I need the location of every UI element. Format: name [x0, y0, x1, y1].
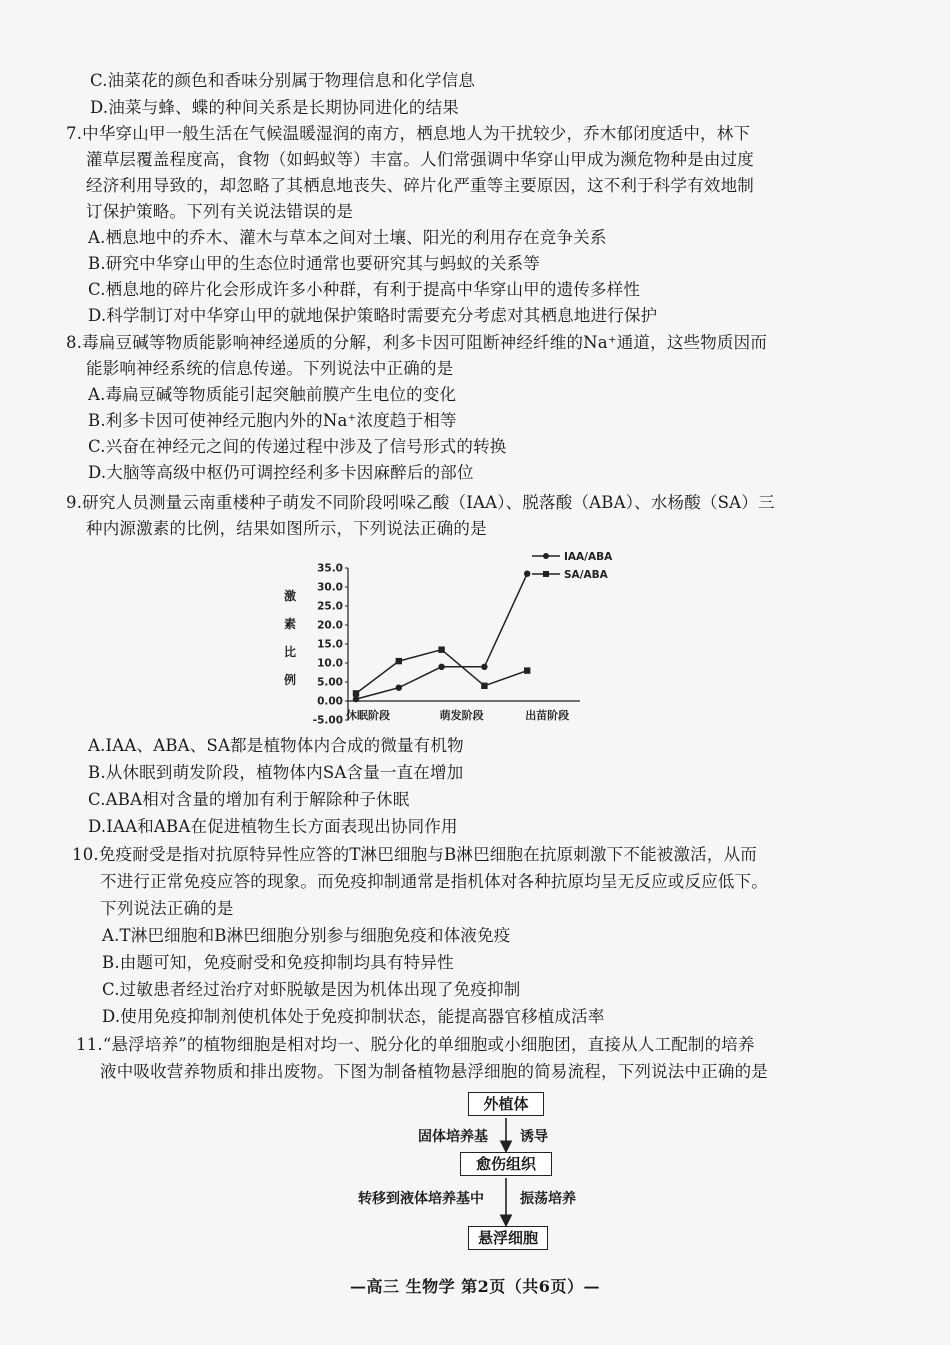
data-point-iaa-aba [438, 664, 444, 670]
y-tick-label: 35.0 [317, 562, 343, 575]
q7-stem-line-3: 经济利用导致的，却忽略了其栖息地丧失、碎片化严重等主要原因，这不利于科学有效地制 [86, 176, 754, 195]
q10-stem-line-1: 10.免疫耐受是指对抗原特异性应答的T淋巴细胞与B淋巴细胞在抗原刺激下不能被激活，从而 [72, 845, 757, 864]
q10-stem-line-2: 不进行正常免疫应答的现象。而免疫抑制通常是指机体对各种抗原均呈无反应或反应低下。 [100, 872, 768, 891]
hormone-ratio-chart [270, 548, 613, 738]
data-point-sa-aba [524, 667, 530, 673]
q7-option-c: C.栖息地的碎片化会形成许多小种群，有利于提高中华穿山甲的遗传多样性 [88, 280, 641, 299]
data-point-iaa-aba [353, 696, 359, 702]
legend-marker [543, 553, 549, 559]
flow-label-induce: 诱导 [520, 1129, 548, 1145]
q10-option-a: A.T淋巴细胞和B淋巴细胞分别参与细胞免疫和体液免疫 [102, 926, 511, 945]
y-axis-label-char: 激 [283, 589, 297, 603]
page-footer: —高三 生物学 第2页（共6页）— [350, 1277, 600, 1296]
data-point-iaa-aba [524, 571, 530, 577]
y-axis-label-char: 比 [283, 645, 297, 659]
legend-marker [543, 571, 549, 577]
q9-option-c: C.ABA相对含量的增加有利于解除种子休眠 [88, 790, 410, 809]
y-tick-label: 25.0 [317, 600, 343, 613]
y-tick-label: 30.0 [317, 581, 343, 594]
q7-option-b: B.研究中华穿山甲的生态位时通常也要研究其与蚂蚁的关系等 [88, 254, 540, 273]
q9-option-a: A.IAA、ABA、SA都是植物体内合成的微量有机物 [88, 736, 464, 755]
y-axis-label-char: 例 [283, 673, 297, 687]
hormone-ratio-chart-svg [270, 548, 613, 738]
y-tick-label: 10.0 [317, 657, 343, 670]
flow-box-suspension-cells: 悬浮细胞 [468, 1226, 548, 1250]
q9-stem-line-2: 种内源激素的比例，结果如图所示，下列说法正确的是 [86, 519, 487, 538]
q10-option-c: C.过敏患者经过治疗对虾脱敏是因为机体出现了免疫抑制 [102, 980, 521, 999]
flow-box-explant: 外植体 [468, 1092, 544, 1116]
q8-option-b: B.利多卡因可使神经元胞内外的Na⁺浓度趋于相等 [88, 411, 457, 430]
x-category-label: 休眠阶段 [346, 709, 390, 722]
x-category-label: 出苗阶段 [525, 709, 570, 722]
series-line-sa-aba [356, 650, 527, 694]
q7-stem-line-2: 灌草层覆盖程度高，食物（如蚂蚁等）丰富。人们常强调中华穿山甲成为濒危物种是由过度 [86, 150, 754, 169]
q8-stem-line-2: 能影响神经系统的信息传递。下列说法中正确的是 [86, 359, 454, 378]
data-point-iaa-aba [396, 685, 402, 691]
y-tick-label: -5.00 [312, 714, 343, 727]
q8-stem-line-1: 8.毒扁豆碱等物质能影响神经递质的分解，利多卡因可阻断神经纤维的Na⁺通道，这些物质因而 [66, 333, 768, 352]
legend-label: SA/ABA [564, 569, 608, 581]
y-tick-label: 20.0 [317, 619, 343, 632]
y-axis-label-char: 素 [283, 617, 297, 631]
q6-option-d: D.油菜与蜂、蝶的种间关系是长期协同进化的结果 [90, 98, 459, 117]
data-point-sa-aba [438, 647, 444, 653]
q7-stem-line-1: 7.中华穿山甲一般生活在气候温暖湿润的南方，栖息地人为干扰较少，乔木郁闭度适中，林下 [66, 124, 751, 143]
flow-box-callus: 愈伤组织 [460, 1152, 552, 1176]
y-tick-label: 15.0 [317, 638, 343, 651]
q6-option-c: C.油菜花的颜色和香味分别属于物理信息和化学信息 [90, 71, 476, 90]
flow-label-solid-medium: 固体培养基 [418, 1129, 488, 1145]
q7-option-d: D.科学制订对中华穿山甲的就地保护策略时需要充分考虑对其栖息地进行保护 [88, 306, 658, 325]
q9-stem-line-1: 9.研究人员测量云南重楼种子萌发不同阶段吲哚乙酸（IAA）、脱落酸（ABA）、水杨酸（SA）三 [66, 493, 775, 512]
y-tick-label: 0.00 [317, 695, 343, 708]
q7-option-a: A.栖息地中的乔木、灌木与草本之间对土壤、阳光的利用存在竞争关系 [88, 228, 607, 247]
q11-stem-line-2: 液中吸收营养物质和排出废物。下图为制备植物悬浮细胞的简易流程，下列说法中正确的是 [100, 1062, 768, 1081]
suspension-culture-flowchart [340, 1088, 640, 1258]
q10-stem-line-3: 下列说法正确的是 [100, 899, 234, 918]
data-point-iaa-aba [481, 664, 487, 670]
q11-stem-line-1: 11.“悬浮培养”的植物细胞是相对均一、脱分化的单细胞或小细胞团，直接从人工配制的培养 [76, 1035, 755, 1054]
flow-label-shake-culture: 振荡培养 [520, 1191, 576, 1207]
x-category-label: 萌发阶段 [439, 709, 484, 722]
q9-option-d: D.IAA和ABA在促进植物生长方面表现出协同作用 [88, 817, 458, 836]
q7-stem-line-4: 订保护策略。下列有关说法错误的是 [86, 202, 354, 221]
flow-label-transfer-liquid: 转移到液体培养基中 [358, 1191, 484, 1207]
q8-option-a: A.毒扁豆碱等物质能引起突触前膜产生电位的变化 [88, 385, 457, 404]
data-point-sa-aba [353, 690, 359, 696]
q10-option-d: D.使用免疫抑制剂使机体处于免疫抑制状态，能提高器官移植成活率 [102, 1007, 605, 1026]
q9-option-b: B.从休眠到萌发阶段，植物体内SA含量一直在增加 [88, 763, 464, 782]
legend-label: IAA/ABA [564, 551, 613, 563]
data-point-sa-aba [396, 658, 402, 664]
q8-option-d: D.大脑等高级中枢仍可调控经利多卡因麻醉后的部位 [88, 463, 474, 482]
data-point-sa-aba [481, 683, 487, 689]
q8-option-c: C.兴奋在神经元之间的传递过程中涉及了信号形式的转换 [88, 437, 507, 456]
q10-option-b: B.由题可知，免疫耐受和免疫抑制均具有特异性 [102, 953, 454, 972]
y-tick-label: 5.00 [317, 676, 343, 689]
